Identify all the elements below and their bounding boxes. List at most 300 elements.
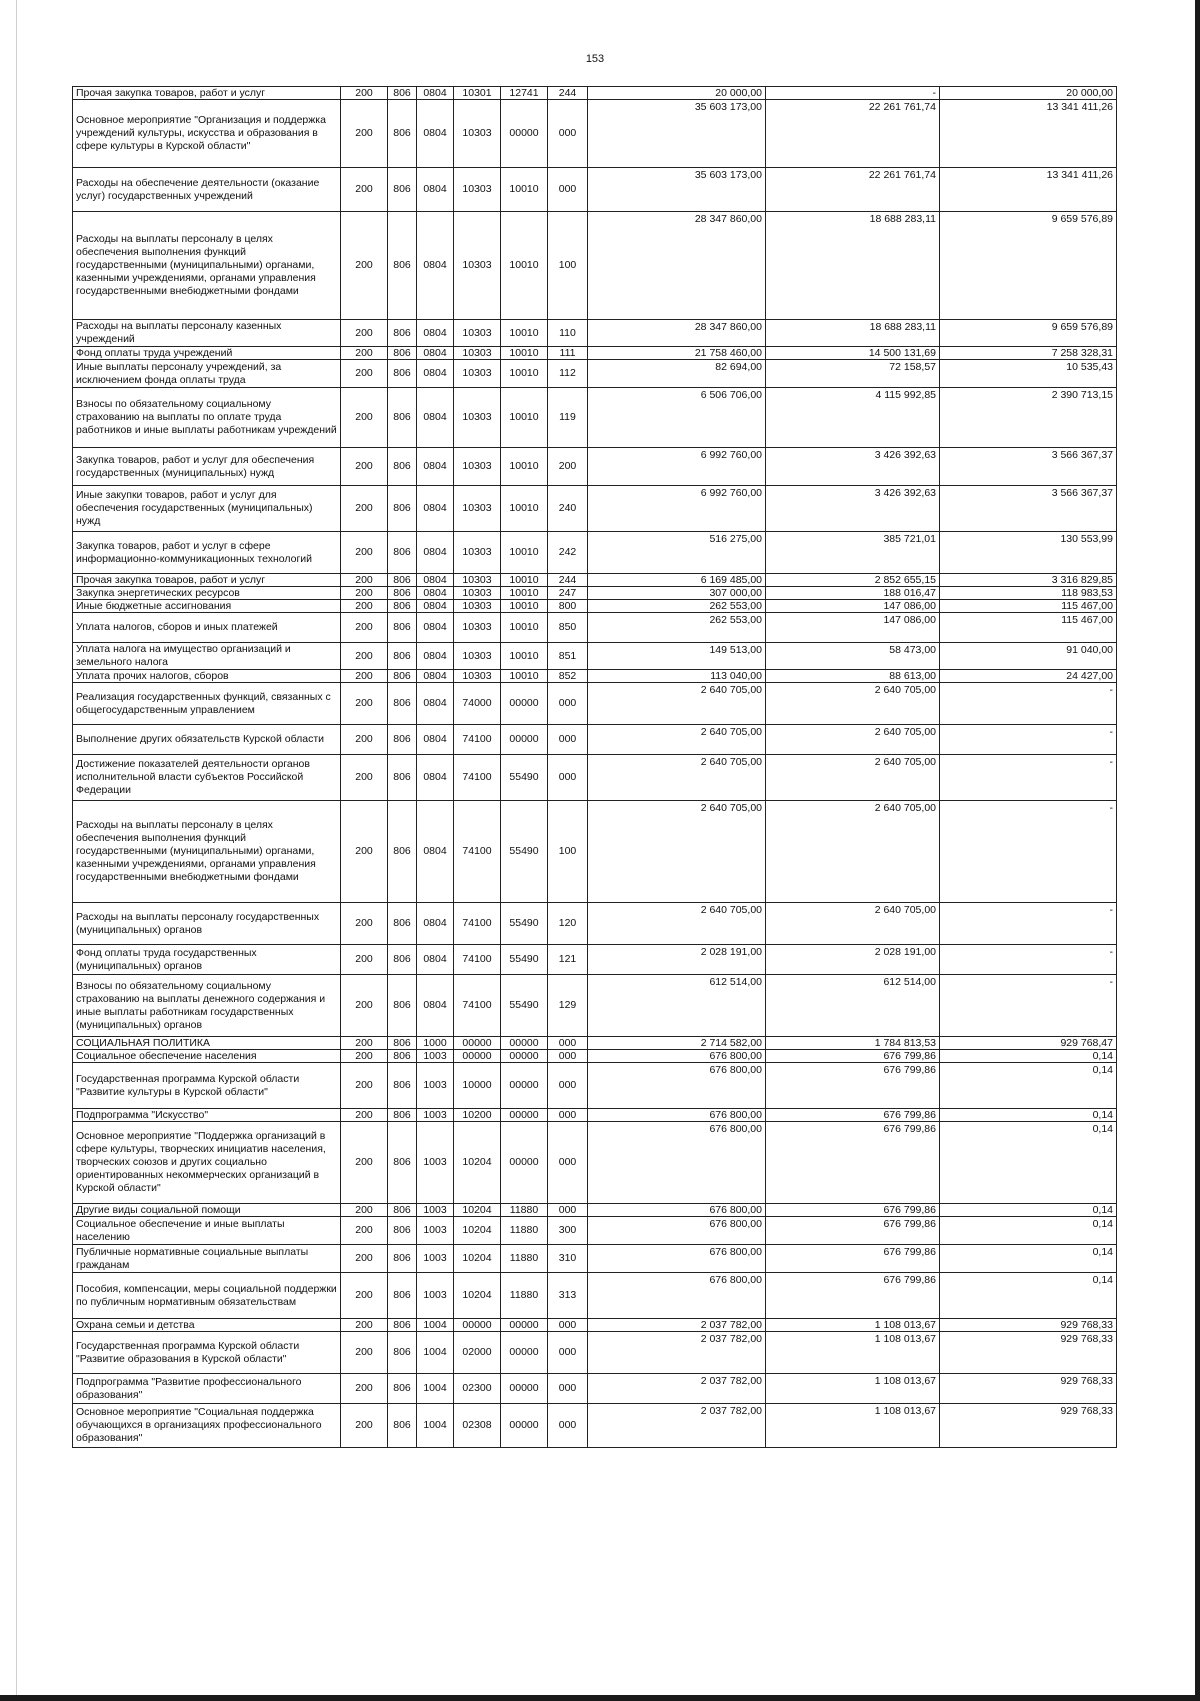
cell-code: 806 bbox=[388, 1319, 417, 1332]
row-name: Подпрограмма "Искусство" bbox=[73, 1109, 341, 1122]
cell-code: 100 bbox=[548, 801, 588, 903]
cell-code: 806 bbox=[388, 600, 417, 613]
cell-code: 74100 bbox=[454, 755, 501, 801]
cell-amount-plan: 676 800,00 bbox=[588, 1204, 766, 1217]
cell-code: 000 bbox=[548, 1404, 588, 1448]
cell-amount-executed: 2 640 705,00 bbox=[766, 801, 940, 903]
cell-amount-plan: 2 714 582,00 bbox=[588, 1037, 766, 1050]
row-name: Социальное обеспечение и иные выплаты населению bbox=[73, 1217, 341, 1245]
table-row bbox=[73, 801, 1117, 903]
cell-code: 0804 bbox=[417, 212, 454, 320]
row-name: Пособия, компенсации, меры социальной поддержки по публичным нормативным обязательствам bbox=[73, 1273, 341, 1319]
cell-code: 200 bbox=[341, 975, 388, 1037]
cell-code: 10204 bbox=[454, 1273, 501, 1319]
table-row bbox=[73, 448, 1117, 486]
cell-amount-plan: 6 992 760,00 bbox=[588, 448, 766, 486]
cell-amount-plan: 82 694,00 bbox=[588, 360, 766, 388]
cell-amount-remaining: 130 553,99 bbox=[940, 532, 1117, 574]
row-name: Фонд оплаты труда государственных (муниципальных) органов bbox=[73, 945, 341, 975]
cell-amount-plan: 2 037 782,00 bbox=[588, 1332, 766, 1374]
cell-amount-executed: 3 426 392,63 bbox=[766, 486, 940, 532]
cell-code: 0804 bbox=[417, 683, 454, 725]
cell-code: 806 bbox=[388, 1245, 417, 1273]
cell-amount-plan: 262 553,00 bbox=[588, 600, 766, 613]
cell-amount-plan: 2 037 782,00 bbox=[588, 1319, 766, 1332]
cell-code: 806 bbox=[388, 1109, 417, 1122]
cell-code: 1003 bbox=[417, 1245, 454, 1273]
cell-code: 240 bbox=[548, 486, 588, 532]
cell-amount-plan: 676 800,00 bbox=[588, 1063, 766, 1109]
cell-code: 000 bbox=[548, 1037, 588, 1050]
cell-code: 806 bbox=[388, 1374, 417, 1404]
cell-code: 55490 bbox=[501, 903, 548, 945]
cell-code: 55490 bbox=[501, 975, 548, 1037]
table-row bbox=[73, 347, 1117, 360]
row-name: Расходы на выплаты персоналу казенных учреждений bbox=[73, 320, 341, 347]
table-row bbox=[73, 613, 1117, 643]
cell-code: 0804 bbox=[417, 347, 454, 360]
cell-code: 02308 bbox=[454, 1404, 501, 1448]
cell-amount-executed: 676 799,86 bbox=[766, 1204, 940, 1217]
table-row bbox=[73, 1050, 1117, 1063]
cell-code: 10010 bbox=[501, 600, 548, 613]
cell-amount-plan: 113 040,00 bbox=[588, 670, 766, 683]
cell-amount-plan: 35 603 173,00 bbox=[588, 168, 766, 212]
cell-code: 00000 bbox=[454, 1037, 501, 1050]
cell-code: 00000 bbox=[501, 1319, 548, 1332]
cell-code: 10010 bbox=[501, 486, 548, 532]
cell-code: 806 bbox=[388, 613, 417, 643]
cell-code: 806 bbox=[388, 975, 417, 1037]
table-row bbox=[73, 360, 1117, 388]
cell-code: 10010 bbox=[501, 388, 548, 448]
cell-code: 112 bbox=[548, 360, 588, 388]
cell-code: 1003 bbox=[417, 1217, 454, 1245]
table-row bbox=[73, 670, 1117, 683]
row-name: Государственная программа Курской области "Развитие культуры в Курской области" bbox=[73, 1063, 341, 1109]
cell-amount-plan: 2 640 705,00 bbox=[588, 683, 766, 725]
cell-code: 11880 bbox=[501, 1273, 548, 1319]
table-row bbox=[73, 1063, 1117, 1109]
cell-amount-remaining: - bbox=[940, 903, 1117, 945]
row-name: Публичные нормативные социальные выплаты гражданам bbox=[73, 1245, 341, 1273]
cell-code: 10303 bbox=[454, 532, 501, 574]
cell-code: 806 bbox=[388, 320, 417, 347]
table-row bbox=[73, 945, 1117, 975]
cell-code: 00000 bbox=[501, 1404, 548, 1448]
cell-code: 000 bbox=[548, 168, 588, 212]
cell-code: 806 bbox=[388, 1217, 417, 1245]
table-row bbox=[73, 587, 1117, 600]
cell-code: 806 bbox=[388, 100, 417, 168]
row-name: Достижение показателей деятельности органов исполнительной власти субъектов Российской Федерации bbox=[73, 755, 341, 801]
cell-code: 000 bbox=[548, 1122, 588, 1204]
cell-amount-executed: 385 721,01 bbox=[766, 532, 940, 574]
scan-edge bbox=[16, 0, 17, 1701]
cell-amount-plan: 149 513,00 bbox=[588, 643, 766, 670]
cell-amount-executed: 88 613,00 bbox=[766, 670, 940, 683]
cell-code: 200 bbox=[341, 388, 388, 448]
cell-code: 10303 bbox=[454, 100, 501, 168]
cell-code: 0804 bbox=[417, 725, 454, 755]
cell-code: 0804 bbox=[417, 486, 454, 532]
cell-amount-executed: 676 799,86 bbox=[766, 1063, 940, 1109]
cell-amount-executed: 4 115 992,85 bbox=[766, 388, 940, 448]
cell-code: 00000 bbox=[454, 1319, 501, 1332]
page-number: 153 bbox=[585, 53, 605, 65]
cell-code: 200 bbox=[341, 360, 388, 388]
cell-code: 1003 bbox=[417, 1050, 454, 1063]
row-name: СОЦИАЛЬНАЯ ПОЛИТИКА bbox=[73, 1037, 341, 1050]
cell-code: 200 bbox=[341, 448, 388, 486]
cell-amount-executed: 147 086,00 bbox=[766, 600, 940, 613]
cell-amount-executed: 612 514,00 bbox=[766, 975, 940, 1037]
cell-code: 806 bbox=[388, 360, 417, 388]
cell-code: 74000 bbox=[454, 683, 501, 725]
cell-code: 10010 bbox=[501, 168, 548, 212]
row-name: Основное мероприятие "Социальная поддержка обучающихся в организациях профессионального образования" bbox=[73, 1404, 341, 1448]
cell-amount-remaining: - bbox=[940, 725, 1117, 755]
cell-amount-remaining: 3 566 367,37 bbox=[940, 448, 1117, 486]
cell-amount-remaining: 9 659 576,89 bbox=[940, 320, 1117, 347]
cell-code: 200 bbox=[341, 1037, 388, 1050]
table-row bbox=[73, 1037, 1117, 1050]
table-row bbox=[73, 388, 1117, 448]
row-name: Прочая закупка товаров, работ и услуг bbox=[73, 574, 341, 587]
cell-code: 02300 bbox=[454, 1374, 501, 1404]
cell-amount-plan: 6 992 760,00 bbox=[588, 486, 766, 532]
cell-code: 55490 bbox=[501, 801, 548, 903]
cell-code: 00000 bbox=[501, 100, 548, 168]
cell-amount-remaining: 20 000,00 bbox=[940, 87, 1117, 100]
row-name: Иные выплаты персоналу учреждений, за исключением фонда оплаты труда bbox=[73, 360, 341, 388]
cell-code: 00000 bbox=[501, 1109, 548, 1122]
table-row bbox=[73, 1122, 1117, 1204]
cell-code: 852 bbox=[548, 670, 588, 683]
cell-code: 0804 bbox=[417, 448, 454, 486]
row-name: Закупка энергетических ресурсов bbox=[73, 587, 341, 600]
cell-code: 74100 bbox=[454, 725, 501, 755]
cell-code: 851 bbox=[548, 643, 588, 670]
cell-code: 200 bbox=[341, 320, 388, 347]
cell-code: 310 bbox=[548, 1245, 588, 1273]
row-name: Охрана семьи и детства bbox=[73, 1319, 341, 1332]
cell-amount-remaining: 0,14 bbox=[940, 1050, 1117, 1063]
cell-code: 000 bbox=[548, 100, 588, 168]
cell-code: 0804 bbox=[417, 975, 454, 1037]
cell-code: 1003 bbox=[417, 1063, 454, 1109]
row-name: Реализация государственных функций, связанных с общегосударственным управлением bbox=[73, 683, 341, 725]
cell-amount-remaining: 0,14 bbox=[940, 1204, 1117, 1217]
cell-amount-plan: 676 800,00 bbox=[588, 1217, 766, 1245]
cell-code: 10010 bbox=[501, 643, 548, 670]
table-row bbox=[73, 212, 1117, 320]
cell-code: 10010 bbox=[501, 532, 548, 574]
table-row bbox=[73, 600, 1117, 613]
table-row bbox=[73, 1273, 1117, 1319]
cell-code: 247 bbox=[548, 587, 588, 600]
cell-code: 200 bbox=[341, 725, 388, 755]
cell-amount-plan: 262 553,00 bbox=[588, 613, 766, 643]
cell-code: 00000 bbox=[501, 1374, 548, 1404]
table-row bbox=[73, 1332, 1117, 1374]
cell-code: 806 bbox=[388, 388, 417, 448]
cell-code: 10303 bbox=[454, 347, 501, 360]
cell-code: 74100 bbox=[454, 945, 501, 975]
cell-amount-remaining: 929 768,33 bbox=[940, 1374, 1117, 1404]
cell-code: 0804 bbox=[417, 613, 454, 643]
cell-code: 0804 bbox=[417, 670, 454, 683]
cell-amount-executed: 1 108 013,67 bbox=[766, 1332, 940, 1374]
row-name: Подпрограмма "Развитие профессионального образования" bbox=[73, 1374, 341, 1404]
cell-code: 10303 bbox=[454, 587, 501, 600]
cell-code: 200 bbox=[341, 1204, 388, 1217]
cell-amount-remaining: 929 768,47 bbox=[940, 1037, 1117, 1050]
cell-code: 0804 bbox=[417, 801, 454, 903]
cell-code: 119 bbox=[548, 388, 588, 448]
cell-code: 200 bbox=[341, 1319, 388, 1332]
cell-amount-remaining: 10 535,43 bbox=[940, 360, 1117, 388]
cell-code: 74100 bbox=[454, 975, 501, 1037]
cell-code: 00000 bbox=[501, 1122, 548, 1204]
cell-amount-plan: 307 000,00 bbox=[588, 587, 766, 600]
cell-amount-remaining: 118 983,53 bbox=[940, 587, 1117, 600]
cell-code: 10303 bbox=[454, 448, 501, 486]
row-name: Взносы по обязательному социальному страхованию на выплаты денежного содержания и иные выплаты работникам государственных (муниципальных) органов bbox=[73, 975, 341, 1037]
cell-code: 806 bbox=[388, 643, 417, 670]
cell-amount-executed: 14 500 131,69 bbox=[766, 347, 940, 360]
cell-amount-executed: 1 108 013,67 bbox=[766, 1404, 940, 1448]
cell-amount-plan: 20 000,00 bbox=[588, 87, 766, 100]
cell-amount-remaining: 3 566 367,37 bbox=[940, 486, 1117, 532]
budget-table bbox=[72, 86, 1117, 1448]
cell-amount-plan: 6 506 706,00 bbox=[588, 388, 766, 448]
cell-code: 1004 bbox=[417, 1332, 454, 1374]
cell-amount-remaining: - bbox=[940, 801, 1117, 903]
cell-code: 806 bbox=[388, 87, 417, 100]
cell-code: 806 bbox=[388, 683, 417, 725]
cell-code: 200 bbox=[341, 670, 388, 683]
cell-amount-executed: 1 784 813,53 bbox=[766, 1037, 940, 1050]
cell-code: 10303 bbox=[454, 320, 501, 347]
cell-code: 0804 bbox=[417, 532, 454, 574]
cell-code: 110 bbox=[548, 320, 588, 347]
cell-code: 00000 bbox=[501, 1332, 548, 1374]
cell-code: 200 bbox=[341, 903, 388, 945]
cell-code: 806 bbox=[388, 1122, 417, 1204]
cell-code: 200 bbox=[341, 212, 388, 320]
cell-amount-remaining: 115 467,00 bbox=[940, 613, 1117, 643]
cell-code: 244 bbox=[548, 574, 588, 587]
cell-amount-executed: 2 640 705,00 bbox=[766, 755, 940, 801]
table-row bbox=[73, 320, 1117, 347]
cell-code: 200 bbox=[548, 448, 588, 486]
cell-code: 100 bbox=[548, 212, 588, 320]
cell-code: 200 bbox=[341, 1404, 388, 1448]
cell-code: 10010 bbox=[501, 320, 548, 347]
cell-amount-plan: 676 800,00 bbox=[588, 1050, 766, 1063]
cell-code: 200 bbox=[341, 1273, 388, 1319]
cell-amount-remaining: 9 659 576,89 bbox=[940, 212, 1117, 320]
cell-code: 000 bbox=[548, 683, 588, 725]
cell-code: 200 bbox=[341, 945, 388, 975]
cell-amount-remaining: 0,14 bbox=[940, 1217, 1117, 1245]
cell-amount-executed: 58 473,00 bbox=[766, 643, 940, 670]
cell-amount-executed: 676 799,86 bbox=[766, 1273, 940, 1319]
cell-code: 12741 bbox=[501, 87, 548, 100]
row-name: Государственная программа Курской области "Развитие образования в Курской области" bbox=[73, 1332, 341, 1374]
cell-code: 74100 bbox=[454, 801, 501, 903]
cell-code: 242 bbox=[548, 532, 588, 574]
cell-amount-plan: 2 640 705,00 bbox=[588, 725, 766, 755]
table-row bbox=[73, 100, 1117, 168]
cell-code: 806 bbox=[388, 347, 417, 360]
row-name: Расходы на выплаты персоналу государственных (муниципальных) органов bbox=[73, 903, 341, 945]
cell-code: 0804 bbox=[417, 600, 454, 613]
cell-code: 10204 bbox=[454, 1245, 501, 1273]
row-name: Социальное обеспечение населения bbox=[73, 1050, 341, 1063]
cell-amount-plan: 21 758 460,00 bbox=[588, 347, 766, 360]
cell-code: 10010 bbox=[501, 574, 548, 587]
cell-code: 00000 bbox=[501, 683, 548, 725]
cell-code: 10204 bbox=[454, 1204, 501, 1217]
cell-code: 806 bbox=[388, 1063, 417, 1109]
cell-code: 10010 bbox=[501, 347, 548, 360]
cell-amount-remaining: 929 768,33 bbox=[940, 1332, 1117, 1374]
cell-amount-remaining: 3 316 829,85 bbox=[940, 574, 1117, 587]
cell-amount-executed: 1 108 013,67 bbox=[766, 1374, 940, 1404]
row-name: Закупка товаров, работ и услуг для обеспечения государственных (муниципальных) нужд bbox=[73, 448, 341, 486]
cell-code: 10303 bbox=[454, 643, 501, 670]
cell-code: 0804 bbox=[417, 903, 454, 945]
cell-code: 10010 bbox=[501, 587, 548, 600]
cell-amount-executed: 2 640 705,00 bbox=[766, 903, 940, 945]
cell-code: 74100 bbox=[454, 903, 501, 945]
cell-code: 200 bbox=[341, 168, 388, 212]
cell-code: 806 bbox=[388, 1050, 417, 1063]
cell-code: 10303 bbox=[454, 168, 501, 212]
cell-code: 00000 bbox=[501, 1050, 548, 1063]
cell-code: 1000 bbox=[417, 1037, 454, 1050]
table-row bbox=[73, 975, 1117, 1037]
row-name: Иные бюджетные ассигнования bbox=[73, 600, 341, 613]
cell-amount-executed: 188 016,47 bbox=[766, 587, 940, 600]
cell-code: 129 bbox=[548, 975, 588, 1037]
cell-code: 806 bbox=[388, 168, 417, 212]
cell-amount-remaining: - bbox=[940, 945, 1117, 975]
cell-code: 120 bbox=[548, 903, 588, 945]
cell-amount-remaining: 115 467,00 bbox=[940, 600, 1117, 613]
table-row bbox=[73, 903, 1117, 945]
row-name: Выполнение других обязательств Курской области bbox=[73, 725, 341, 755]
cell-code: 0804 bbox=[417, 755, 454, 801]
row-name: Иные закупки товаров, работ и услуг для обеспечения государственных (муниципальных) нужд bbox=[73, 486, 341, 532]
cell-code: 0804 bbox=[417, 388, 454, 448]
cell-amount-plan: 35 603 173,00 bbox=[588, 100, 766, 168]
cell-code: 10303 bbox=[454, 613, 501, 643]
table-row bbox=[73, 725, 1117, 755]
table-row bbox=[73, 1404, 1117, 1448]
cell-code: 10303 bbox=[454, 360, 501, 388]
table-row bbox=[73, 1374, 1117, 1404]
cell-code: 000 bbox=[548, 1374, 588, 1404]
cell-amount-plan: 612 514,00 bbox=[588, 975, 766, 1037]
cell-amount-executed: 676 799,86 bbox=[766, 1122, 940, 1204]
cell-code: 200 bbox=[341, 683, 388, 725]
table-row bbox=[73, 643, 1117, 670]
cell-code: 850 bbox=[548, 613, 588, 643]
cell-code: 806 bbox=[388, 670, 417, 683]
cell-amount-remaining: 13 341 411,26 bbox=[940, 168, 1117, 212]
cell-amount-executed: 2 028 191,00 bbox=[766, 945, 940, 975]
cell-code: 000 bbox=[548, 1319, 588, 1332]
cell-amount-plan: 2 037 782,00 bbox=[588, 1374, 766, 1404]
cell-code: 02000 bbox=[454, 1332, 501, 1374]
cell-code: 200 bbox=[341, 587, 388, 600]
cell-code: 806 bbox=[388, 587, 417, 600]
cell-amount-executed: 2 852 655,15 bbox=[766, 574, 940, 587]
cell-code: 10303 bbox=[454, 600, 501, 613]
cell-code: 806 bbox=[388, 1204, 417, 1217]
cell-code: 000 bbox=[548, 1109, 588, 1122]
cell-code: 10303 bbox=[454, 388, 501, 448]
cell-code: 1004 bbox=[417, 1319, 454, 1332]
cell-code: 11880 bbox=[501, 1217, 548, 1245]
cell-amount-executed: - bbox=[766, 87, 940, 100]
cell-code: 000 bbox=[548, 1332, 588, 1374]
cell-code: 000 bbox=[548, 725, 588, 755]
cell-code: 10204 bbox=[454, 1217, 501, 1245]
cell-code: 10303 bbox=[454, 486, 501, 532]
cell-amount-remaining: - bbox=[940, 683, 1117, 725]
cell-code: 300 bbox=[548, 1217, 588, 1245]
cell-amount-executed: 3 426 392,63 bbox=[766, 448, 940, 486]
cell-code: 806 bbox=[388, 755, 417, 801]
cell-code: 806 bbox=[388, 574, 417, 587]
cell-code: 111 bbox=[548, 347, 588, 360]
cell-amount-executed: 18 688 283,11 bbox=[766, 212, 940, 320]
cell-code: 0804 bbox=[417, 643, 454, 670]
table-body bbox=[73, 87, 1117, 1448]
row-name: Уплата налога на имущество организаций и земельного налога bbox=[73, 643, 341, 670]
cell-amount-remaining: 0,14 bbox=[940, 1245, 1117, 1273]
table-row bbox=[73, 87, 1117, 100]
cell-code: 10303 bbox=[454, 212, 501, 320]
cell-code: 313 bbox=[548, 1273, 588, 1319]
cell-code: 0804 bbox=[417, 587, 454, 600]
cell-amount-remaining: 929 768,33 bbox=[940, 1404, 1117, 1448]
cell-amount-executed: 676 799,86 bbox=[766, 1217, 940, 1245]
scan-edge bbox=[0, 1695, 1200, 1701]
cell-amount-executed: 2 640 705,00 bbox=[766, 725, 940, 755]
cell-code: 200 bbox=[341, 613, 388, 643]
cell-code: 1004 bbox=[417, 1374, 454, 1404]
cell-code: 55490 bbox=[501, 755, 548, 801]
row-name: Расходы на выплаты персоналу в целях обеспечения выполнения функций государственными (муниципальными) органами, казенными учреждениями, органами управления государственными внебюджетными фондами bbox=[73, 801, 341, 903]
row-name: Основное мероприятие "Поддержка организаций в сфере культуры, творческих инициатив населения, творческих союзов и других социально ориентированных некоммерческих организаций в Курской области" bbox=[73, 1122, 341, 1204]
cell-code: 0804 bbox=[417, 168, 454, 212]
row-name: Расходы на обеспечение деятельности (оказание услуг) государственных учреждений bbox=[73, 168, 341, 212]
cell-code: 0804 bbox=[417, 87, 454, 100]
cell-code: 806 bbox=[388, 448, 417, 486]
row-name: Уплата прочих налогов, сборов bbox=[73, 670, 341, 683]
row-name: Основное мероприятие "Организация и поддержка учреждений культуры, искусства и образования в сфере культуры в Курской области" bbox=[73, 100, 341, 168]
cell-code: 00000 bbox=[454, 1050, 501, 1063]
cell-code: 200 bbox=[341, 1063, 388, 1109]
scan-edge bbox=[1195, 0, 1200, 1701]
cell-amount-remaining: - bbox=[940, 975, 1117, 1037]
cell-code: 10010 bbox=[501, 670, 548, 683]
